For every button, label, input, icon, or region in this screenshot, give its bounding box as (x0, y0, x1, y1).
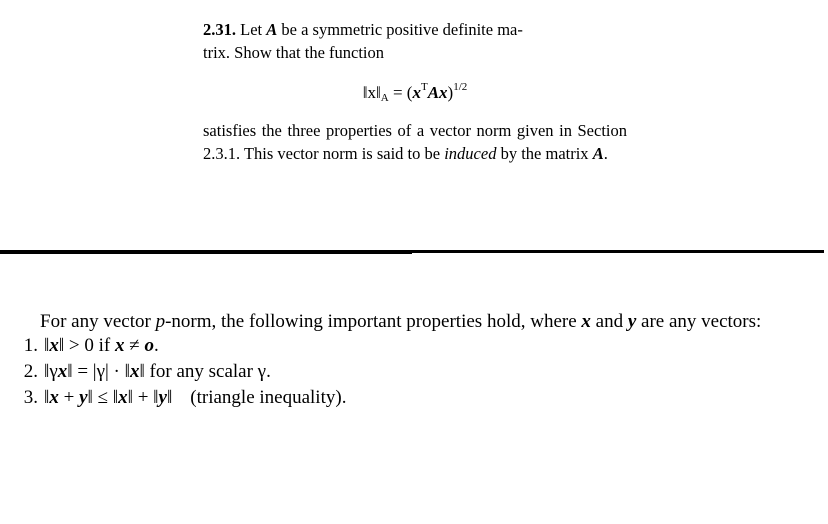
list-item (8, 386, 820, 412)
text: ‖ > 0 if (58, 335, 115, 356)
norm-properties-block (8, 310, 820, 412)
zero-vector-symbol: o (144, 335, 154, 356)
section-divider (0, 250, 824, 253)
matrix-symbol: A (592, 144, 604, 163)
x-symbol: x (49, 387, 59, 408)
x-symbol: x (57, 361, 68, 382)
eq-x: x (412, 83, 421, 102)
exercise-block (203, 18, 627, 165)
text: ‖γ (44, 361, 58, 382)
divider-segment (0, 250, 412, 254)
x-symbol: x (581, 311, 591, 332)
text: -norm, the following important properties hold, where (165, 311, 582, 332)
text: + (58, 387, 80, 408)
text: ≠ (124, 335, 145, 356)
exercise-statement (203, 18, 627, 64)
eq-norm: ‖x‖ (362, 83, 381, 102)
text: satisfies the three properties of a vector norm given in Section 2.3.1. This vector norm is said to be (203, 121, 627, 163)
text: and (590, 311, 628, 332)
y-symbol: y (627, 311, 637, 332)
x-symbol: x (118, 387, 128, 408)
x-symbol: x (115, 335, 125, 356)
text: For any vector (40, 311, 156, 332)
text: be a symmetric positive definite ma- (277, 20, 523, 39)
item-number: 3. (23, 387, 38, 408)
emphasis-induced: induced (444, 144, 497, 163)
eq-close: ) (447, 83, 454, 102)
text: ‖ (44, 335, 50, 356)
text: . (603, 144, 608, 163)
text: are any vectors: (636, 311, 762, 332)
list-item (8, 334, 820, 360)
text: ‖ (44, 387, 50, 408)
x-symbol: x (49, 335, 59, 356)
text: ‖ for any scalar γ. (139, 361, 271, 382)
text: by the matrix (496, 144, 593, 163)
y-symbol: y (158, 387, 167, 408)
eq-transpose: T (420, 81, 428, 93)
y-symbol: y (79, 387, 88, 408)
eq-equals: = ( (388, 83, 413, 102)
exercise-paragraph (203, 119, 627, 165)
text: ‖ ≤ ‖ (87, 387, 119, 408)
text: ‖ + ‖ (127, 387, 159, 408)
exercise-number: 2.31. (203, 20, 236, 39)
text: ‖ (166, 387, 173, 408)
properties-list (8, 334, 820, 412)
properties-intro (8, 310, 820, 334)
item-number: 1. (23, 335, 38, 356)
text: trix. Show that the function (203, 43, 385, 62)
text: . (153, 335, 159, 356)
p-symbol: p (155, 311, 166, 332)
eq-subscript: A (380, 92, 389, 104)
triangle-inequality-note: (triangle inequality). (190, 387, 347, 408)
eq-exponent: 1/2 (453, 81, 468, 93)
x-symbol: x (129, 361, 140, 382)
matrix-symbol: A (266, 20, 278, 39)
list-item (8, 360, 820, 386)
eq-Ax: Ax (427, 83, 448, 102)
norm-equation (203, 76, 627, 110)
item-number: 2. (23, 361, 38, 382)
text: ‖ = |γ| · ‖ (67, 361, 130, 382)
text: Let (240, 20, 267, 39)
